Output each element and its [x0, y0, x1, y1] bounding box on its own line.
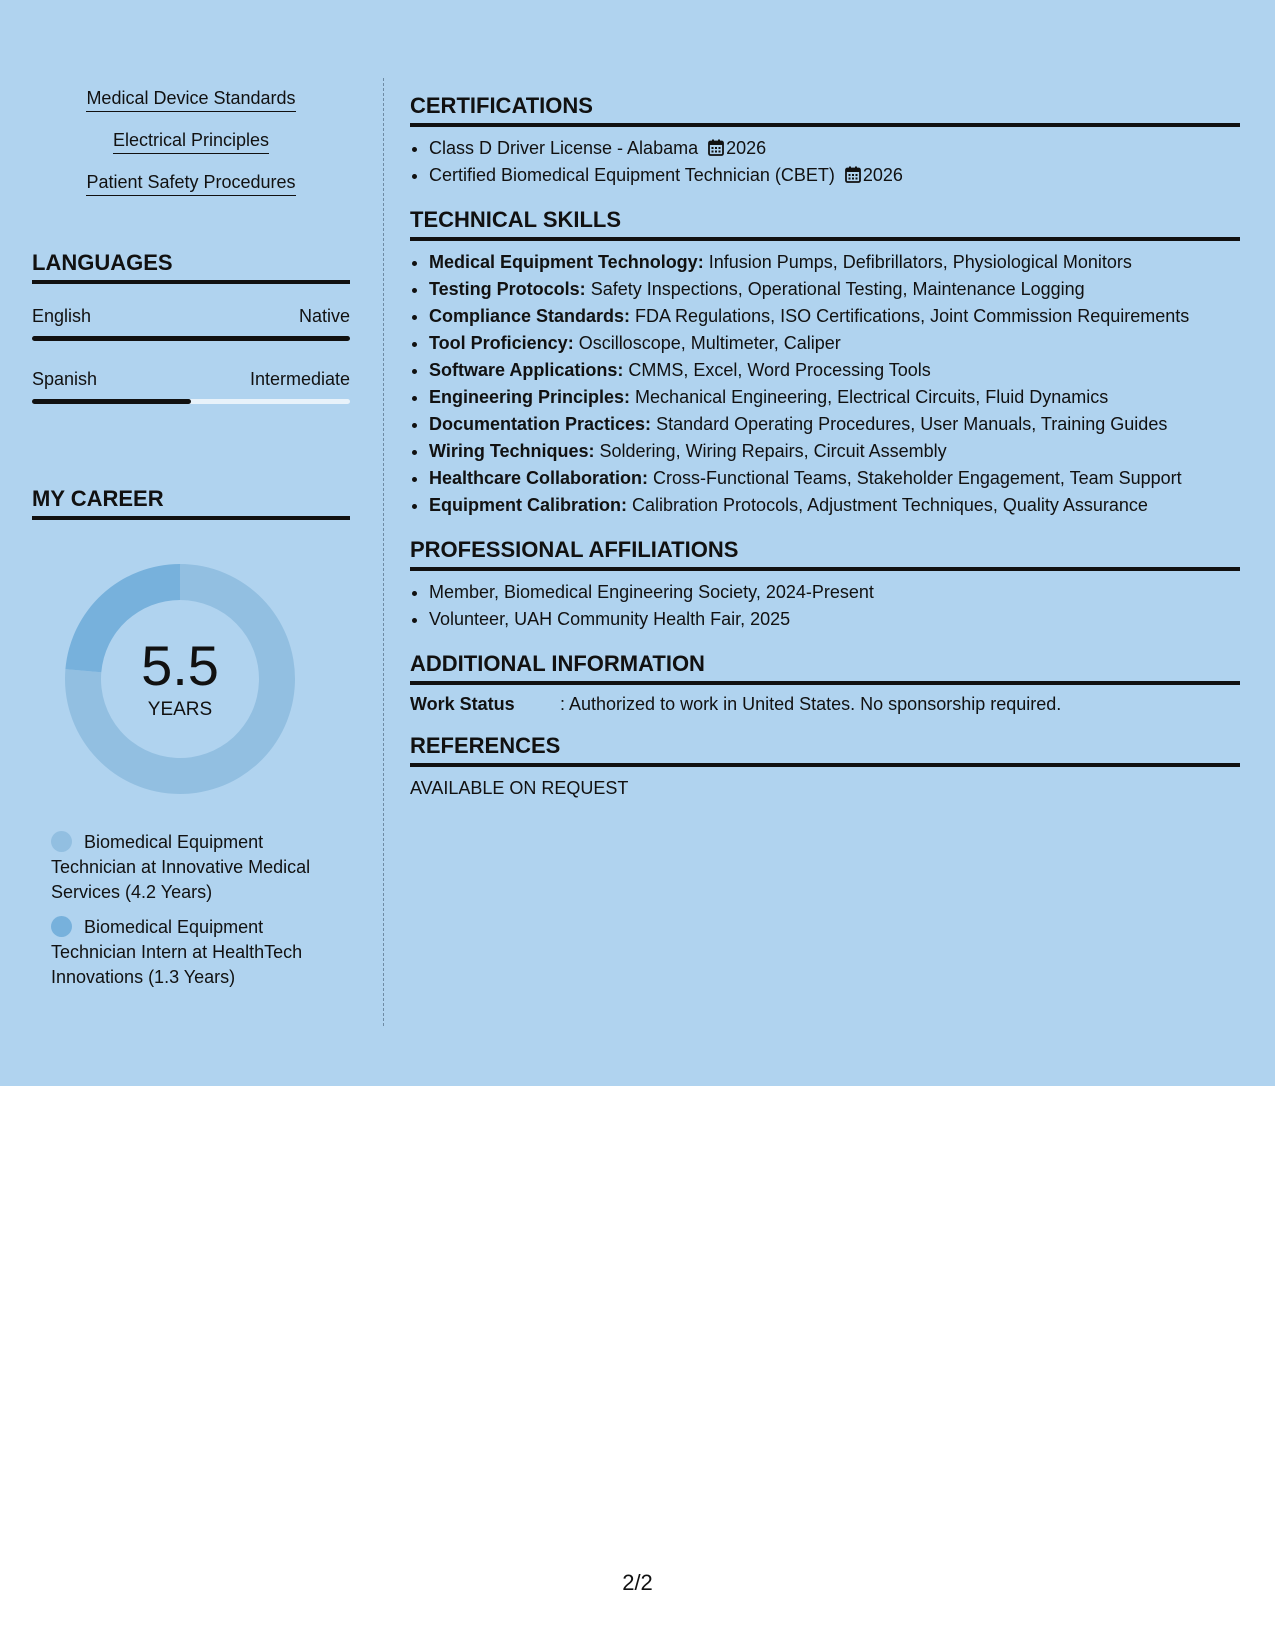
main-content [410, 93, 1240, 817]
skill-category: Testing Protocols: [429, 279, 586, 299]
work-status-label: Work Status [410, 694, 515, 714]
skill-link[interactable]: Medical Device Standards [86, 88, 295, 112]
additional-info-section [410, 651, 1240, 715]
career-legend-item [51, 915, 341, 990]
technical-skill-item [429, 330, 1240, 357]
skill-category: Wiring Techniques: [429, 441, 595, 461]
career-legend-text: Biomedical Equipment Technician Intern at HealthTech Innovations (1.3 Years) [51, 917, 303, 987]
career-legend-text: Biomedical Equipment Technician at Innovative Medical Services (4.2 Years) [51, 832, 311, 902]
skill-detail: Infusion Pumps, Defibrillators, Physiological Monitors [703, 252, 1132, 272]
language-proficiency-fill [32, 399, 191, 404]
calendar-icon [845, 166, 861, 183]
skill-link[interactable]: Electrical Principles [113, 130, 269, 154]
career-total-unit: YEARS [147, 699, 213, 720]
technical-skills-section [410, 207, 1240, 519]
language-level: Native [298, 306, 350, 326]
page-number: 2/2 [622, 1570, 653, 1595]
skill-detail: Safety Inspections, Operational Testing, Maintenance Logging [585, 279, 1085, 299]
certification-year: 2026 [726, 138, 767, 158]
career-total-years: 5.5 [141, 634, 219, 697]
skill-detail: Oscilloscope, Multimeter, Caliper [573, 333, 841, 353]
skill-detail: CMMS, Excel, Word Processing Tools [623, 360, 931, 380]
language-name: Spanish [32, 369, 98, 389]
certification-item [429, 135, 1240, 162]
references-section [410, 733, 1240, 799]
language-item [32, 369, 350, 404]
skill-detail: Calibration Protocols, Adjustment Techniques, Quality Assurance [627, 495, 1148, 515]
affiliation-item: • Volunteer, UAH Community Health Fair, 2025 [429, 606, 1240, 633]
technical-skills-list [410, 249, 1240, 519]
skill-detail: Cross-Functional Teams, Stakeholder Engagement, Team Support [648, 468, 1182, 488]
skill-category: Healthcare Collaboration: [429, 468, 649, 488]
skill-category: Medical Equipment Technology: [429, 252, 704, 272]
affiliation-item: • Member, Biomedical Engineering Society, 2024-Present [429, 579, 1240, 606]
language-proficiency-bar [32, 399, 350, 404]
language-level: Intermediate [249, 369, 350, 389]
language-name: English [32, 306, 92, 326]
technical-skill-item [429, 438, 1240, 465]
career-legend-item [51, 830, 341, 905]
skill-category: Compliance Standards: [429, 306, 631, 326]
column-divider [383, 78, 384, 1026]
additional-info-heading: ADDITIONAL INFORMATION [410, 651, 1240, 685]
language-proficiency-fill [32, 336, 350, 341]
technical-skill-item [429, 357, 1240, 384]
affiliations-list [410, 579, 1240, 633]
career-section [32, 486, 350, 990]
skill-detail: Soldering, Wiring Repairs, Circuit Assembly [594, 441, 947, 461]
career-donut-chart [65, 564, 295, 794]
technical-skill-item [429, 384, 1240, 411]
skill-detail: Standard Operating Procedures, User Manuals, Training Guides [651, 414, 1168, 434]
technical-skill-item [429, 249, 1240, 276]
work-status-row [410, 694, 1240, 715]
technical-skill-item [429, 303, 1240, 330]
skill-category: Documentation Practices: [429, 414, 652, 434]
technical-skill-item [429, 492, 1240, 519]
certification-item [429, 162, 1240, 189]
certifications-heading: CERTIFICATIONS [410, 93, 1240, 127]
languages-heading: LANGUAGES [32, 250, 350, 284]
technical-skills-heading: TECHNICAL SKILLS [410, 207, 1240, 241]
technical-skill-item [429, 411, 1240, 438]
certifications-list [410, 135, 1240, 189]
calendar-icon [708, 139, 724, 156]
legend-dot-icon [51, 831, 72, 852]
skill-links [32, 88, 350, 214]
certification-name: Certified Biomedical Equipment Technician (CBET) [429, 165, 835, 185]
technical-skill-item [429, 465, 1240, 492]
work-status-value: : Authorized to work in United States. No sponsorship required. [560, 694, 1062, 714]
certification-name: Class D Driver License - Alabama [429, 138, 699, 158]
language-proficiency-bar [32, 336, 350, 341]
sidebar [32, 80, 350, 1000]
skill-category: Engineering Principles: [429, 387, 631, 407]
affiliations-heading: PROFESSIONAL AFFILIATIONS [410, 537, 1240, 571]
language-item [32, 306, 350, 341]
languages-section [32, 250, 350, 404]
career-heading: MY CAREER [32, 486, 350, 520]
skill-category: Software Applications: [429, 360, 624, 380]
references-heading: REFERENCES [410, 733, 1240, 767]
skill-detail: Mechanical Engineering, Electrical Circuits, Fluid Dynamics [630, 387, 1109, 407]
references-text: AVAILABLE ON REQUEST [410, 778, 629, 798]
skill-category: Equipment Calibration: [429, 495, 627, 515]
technical-skill-item [429, 276, 1240, 303]
legend-dot-icon [51, 916, 72, 937]
skill-category: Tool Proficiency: [429, 333, 574, 353]
certifications-section [410, 93, 1240, 189]
skill-detail: FDA Regulations, ISO Certifications, Joint Commission Requirements [630, 306, 1190, 326]
skill-link[interactable]: Patient Safety Procedures [86, 172, 295, 196]
affiliations-section [410, 537, 1240, 633]
career-legend [51, 830, 341, 990]
certification-year: 2026 [862, 165, 903, 185]
